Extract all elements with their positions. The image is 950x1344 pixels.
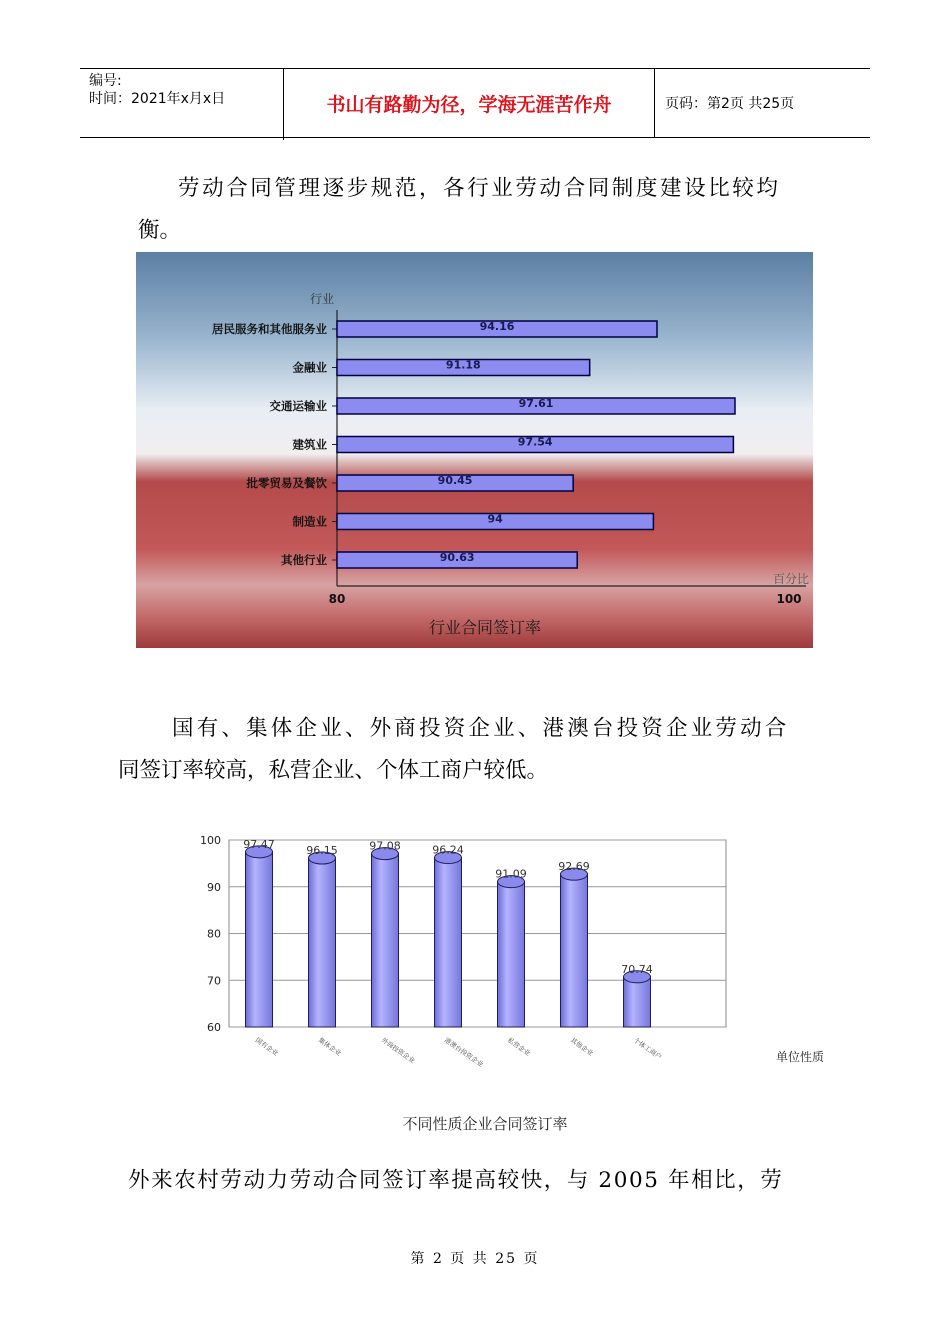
data-label: 90.45: [437, 474, 473, 487]
industry-contract-rate-chart: [136, 252, 813, 648]
y-tick-label: 100: [200, 834, 221, 847]
y-tick-label: 70: [207, 974, 221, 988]
category-label: 批零贸易及餐饮: [246, 476, 327, 490]
page-header: [80, 68, 870, 138]
data-label: 97.61: [518, 397, 554, 410]
paragraph-1-line-2: 衡。: [138, 218, 182, 243]
time-label: 时间：2021年x月x日: [89, 91, 226, 107]
category-label: 居民服务和其他服务业: [212, 322, 327, 336]
header-meta: [80, 69, 284, 140]
category-label: 制造业: [292, 514, 327, 529]
x-axis-label: 单位性质: [775, 1050, 825, 1064]
data-label: 91.09: [495, 867, 527, 881]
paragraph-3: [128, 1160, 848, 1202]
ownership-contract-rate-chart: [190, 825, 840, 1075]
data-label: 94.16: [479, 320, 515, 333]
paragraph-2: [118, 708, 838, 792]
y-tick-label: 90: [207, 880, 221, 894]
category-label: 外商投资企业: [379, 1036, 417, 1066]
bar: [372, 854, 399, 1027]
bar: [435, 858, 462, 1027]
header-motto: 书山有路勤为径，学海无涯苦作舟: [284, 69, 655, 137]
x-tick-label: 80: [328, 592, 346, 606]
header-page-info: 页码：第2页 共25页: [665, 96, 795, 112]
y-axis-label: 行业: [309, 292, 335, 306]
paragraph-2-line-1: 国有、集体企业、外商投资企业、港澳台投资企业劳动合: [172, 716, 790, 741]
bar: [624, 977, 651, 1027]
category-label: 集体企业: [316, 1036, 343, 1058]
page-footer: 第 2 页 共 25 页: [410, 1251, 540, 1267]
data-label: 90.63: [439, 551, 475, 564]
category-label: 金融业: [292, 360, 327, 375]
paragraph-1: [138, 168, 828, 252]
data-label: 96.24: [432, 843, 464, 857]
bar: [498, 882, 525, 1027]
data-label: 97.08: [369, 839, 401, 853]
data-label: 70.74: [621, 962, 653, 976]
chart-title: 行业合同签订率: [428, 618, 542, 637]
data-label: 96.15: [306, 843, 338, 857]
category-label: 交通运输业: [269, 399, 327, 413]
data-label: 97.54: [517, 435, 553, 449]
industry-chart-svg: [136, 252, 813, 648]
data-label: 91.18: [445, 358, 481, 372]
bar: [561, 874, 588, 1027]
ownership-chart-svg: [190, 825, 840, 1075]
x-tick-label: 100: [776, 592, 802, 606]
paragraph-2-line-2: 同签订率较高，私营企业、个体工商户较低。: [118, 758, 549, 783]
bar: [309, 858, 336, 1027]
y-tick-label: 60: [207, 1021, 221, 1034]
ownership-chart-title: 不同性质企业合同签订率: [402, 1115, 568, 1133]
number-label: 编号:: [89, 73, 122, 89]
data-label: 94: [487, 512, 503, 526]
y-tick-label: 80: [207, 927, 221, 941]
x-axis-label: 百分比: [772, 572, 810, 586]
category-label: 其他企业: [568, 1036, 595, 1058]
paragraph-3-line-1: 外来农村劳动力劳动合同签订率提高较快，与 2005 年相比，劳: [128, 1168, 784, 1193]
category-label: 建筑业: [292, 437, 327, 452]
category-label: 个体工商户: [631, 1036, 664, 1062]
data-label: 97.47: [243, 837, 275, 851]
category-label: 港澳台投资企业: [442, 1036, 485, 1069]
data-label: 92.69: [558, 860, 590, 874]
category-label: 私营企业: [505, 1036, 532, 1058]
bar: [246, 852, 273, 1027]
category-label: 其他行业: [281, 553, 327, 567]
paragraph-1-line-1: 劳动合同管理逐步规范，各行业劳动合同制度建设比较均: [178, 176, 781, 201]
category-label: 国有企业: [253, 1036, 280, 1058]
